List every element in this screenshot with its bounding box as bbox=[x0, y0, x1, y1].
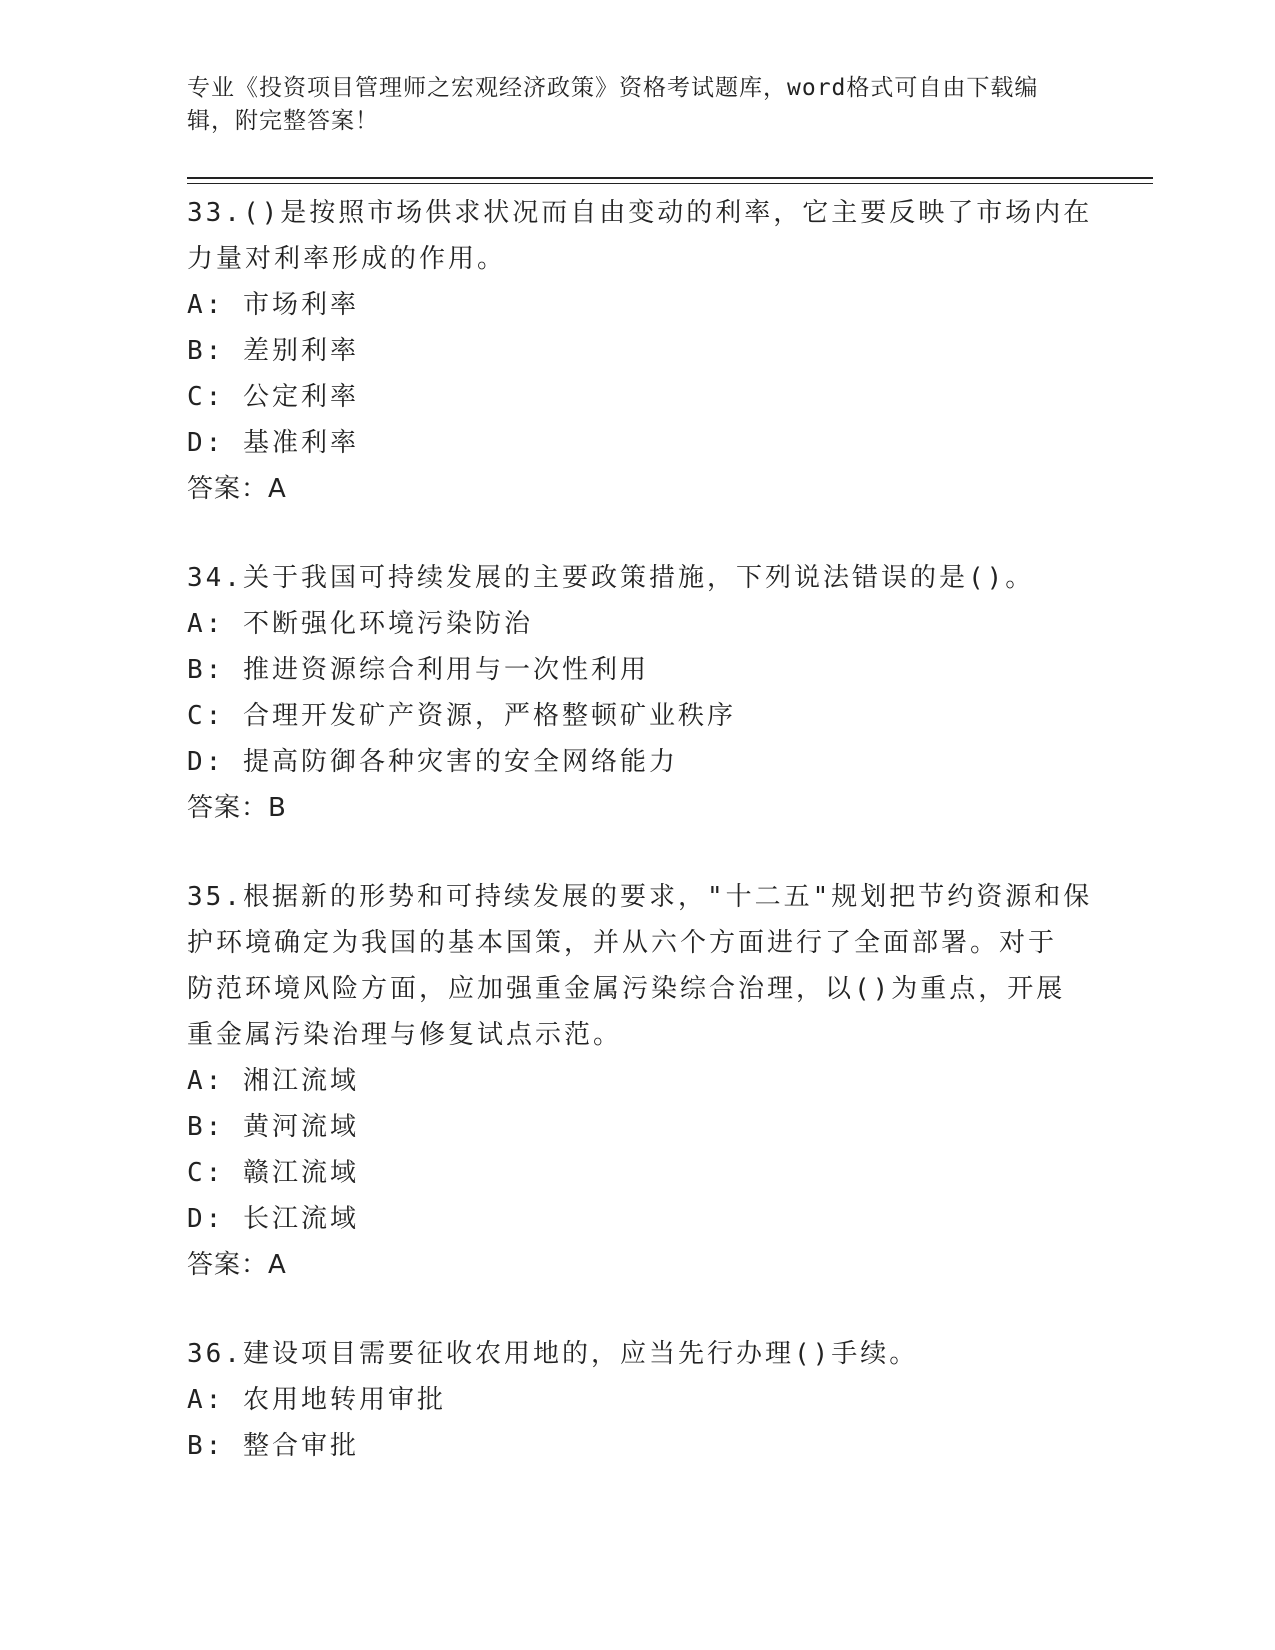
question-36 bbox=[187, 1331, 1087, 1469]
document-header bbox=[187, 72, 1087, 138]
header-divider-thick bbox=[187, 177, 1153, 179]
question-stem-line: 力量对利率形成的作用。 bbox=[187, 244, 507, 274]
header-divider-thin bbox=[187, 183, 1153, 184]
option-c: C: 合理开发矿产资源，严格整顿矿业秩序 bbox=[187, 701, 736, 731]
question-spacer bbox=[187, 512, 1087, 555]
question-34 bbox=[187, 555, 1087, 831]
question-stem-line: 防范环境风险方面，应加强重金属污染综合治理，以()为重点，开展 bbox=[187, 974, 1066, 1004]
header-line-2: 辑，附完整答案！ bbox=[187, 108, 379, 134]
option-d: D: 提高防御各种灾害的安全网络能力 bbox=[187, 747, 678, 777]
question-list bbox=[187, 190, 1093, 1469]
option-d: D: 基准利率 bbox=[187, 428, 359, 458]
option-a: A: 市场利率 bbox=[187, 290, 359, 320]
question-stem-line: 35.根据新的形势和可持续发展的要求，"十二五"规划把节约资源和保 bbox=[187, 882, 1093, 912]
option-d: D: 长江流域 bbox=[187, 1204, 359, 1234]
option-a: A: 不断强化环境污染防治 bbox=[187, 609, 533, 639]
option-b: B: 推进资源综合利用与一次性利用 bbox=[187, 655, 649, 685]
question-35 bbox=[187, 874, 1093, 1288]
question-stem-line: 重金属污染治理与修复试点示范。 bbox=[187, 1020, 623, 1050]
option-b: B: 整合审批 bbox=[187, 1431, 359, 1461]
question-spacer bbox=[187, 831, 1087, 874]
question-stem-line: 护环境确定为我国的基本国策，并从六个方面进行了全面部署。对于 bbox=[187, 928, 1058, 958]
answer-line: 答案：A bbox=[187, 1250, 287, 1280]
option-a: A: 湘江流域 bbox=[187, 1066, 359, 1096]
option-c: C: 赣江流域 bbox=[187, 1158, 359, 1188]
question-stem-line: 36.建设项目需要征收农用地的，应当先行办理()手续。 bbox=[187, 1339, 919, 1369]
option-a: A: 农用地转用审批 bbox=[187, 1385, 446, 1415]
option-c: C: 公定利率 bbox=[187, 382, 359, 412]
header-line-1: 专业《投资项目管理师之宏观经济政策》资格考试题库，word格式可自由下载编 bbox=[187, 75, 1039, 101]
option-b: B: 差别利率 bbox=[187, 336, 359, 366]
question-stem-line: 34.关于我国可持续发展的主要政策措施，下列说法错误的是()。 bbox=[187, 563, 1035, 593]
answer-line: 答案：A bbox=[187, 474, 287, 504]
option-b: B: 黄河流域 bbox=[187, 1112, 359, 1142]
question-spacer bbox=[187, 1288, 1087, 1331]
answer-line: 答案：B bbox=[187, 793, 287, 823]
question-33 bbox=[187, 190, 1093, 512]
question-stem-line: 33.()是按照市场供求状况而自由变动的利率，它主要反映了市场内在 bbox=[187, 198, 1093, 228]
